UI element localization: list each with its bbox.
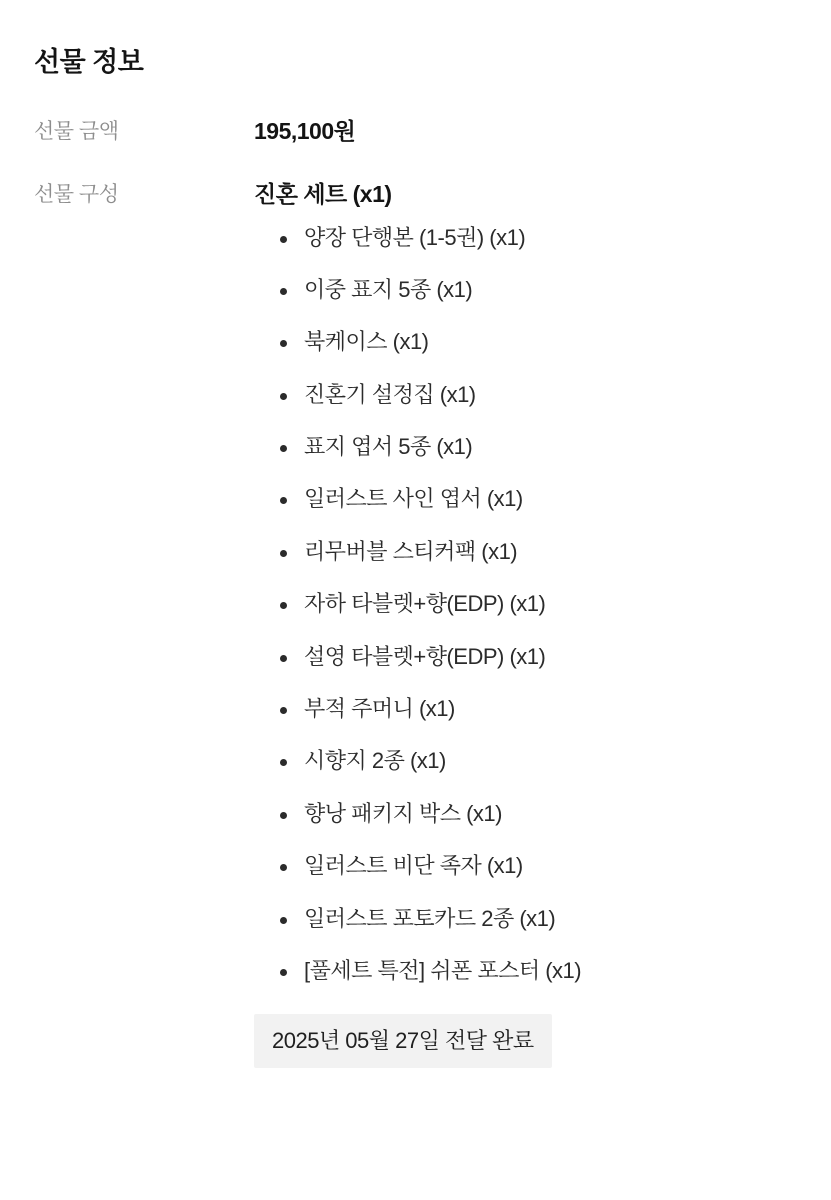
gift-composition-value	[254, 180, 797, 1068]
gift-composition-label: 선물 구성	[34, 182, 119, 206]
bottom-spacer	[34, 1068, 797, 1128]
set-title: 진혼 세트 (x1)	[254, 180, 392, 207]
list-item: 양장 단행본 (1-5권) (x1)	[280, 225, 797, 251]
list-item: 부적 주머니 (x1)	[280, 696, 797, 722]
gift-amount-label: 선물 금액	[34, 120, 119, 143]
list-item: 일러스트 비단 족자 (x1)	[280, 853, 797, 879]
list-item: 북케이스 (x1)	[280, 329, 797, 355]
page-title: 선물 정보	[34, 47, 144, 77]
list-item: 향낭 패키지 박스 (x1)	[280, 801, 797, 827]
list-item: 리무버블 스티커팩 (x1)	[280, 539, 797, 565]
gift-amount-value: 195,100원	[254, 118, 356, 144]
list-item: [풀세트 특전] 쉬폰 포스터 (x1)	[280, 958, 797, 984]
list-item: 설영 타블렛+향(EDP) (x1)	[280, 644, 797, 670]
list-item: 시향지 2종 (x1)	[280, 748, 797, 774]
gift-amount-row	[34, 117, 797, 146]
list-item: 진혼기 설정집 (x1)	[280, 382, 797, 408]
status-badge: 2025년 05월 27일 전달 완료	[254, 1014, 552, 1068]
list-item: 자하 타블렛+향(EDP) (x1)	[280, 591, 797, 617]
list-item: 일러스트 포토카드 2종 (x1)	[280, 906, 797, 932]
list-item: 표지 엽서 5종 (x1)	[280, 434, 797, 460]
list-item: 이중 표지 5종 (x1)	[280, 277, 797, 303]
list-item: 일러스트 사인 엽서 (x1)	[280, 486, 797, 512]
gift-composition-row	[34, 180, 797, 1068]
gift-item-list	[254, 225, 797, 985]
